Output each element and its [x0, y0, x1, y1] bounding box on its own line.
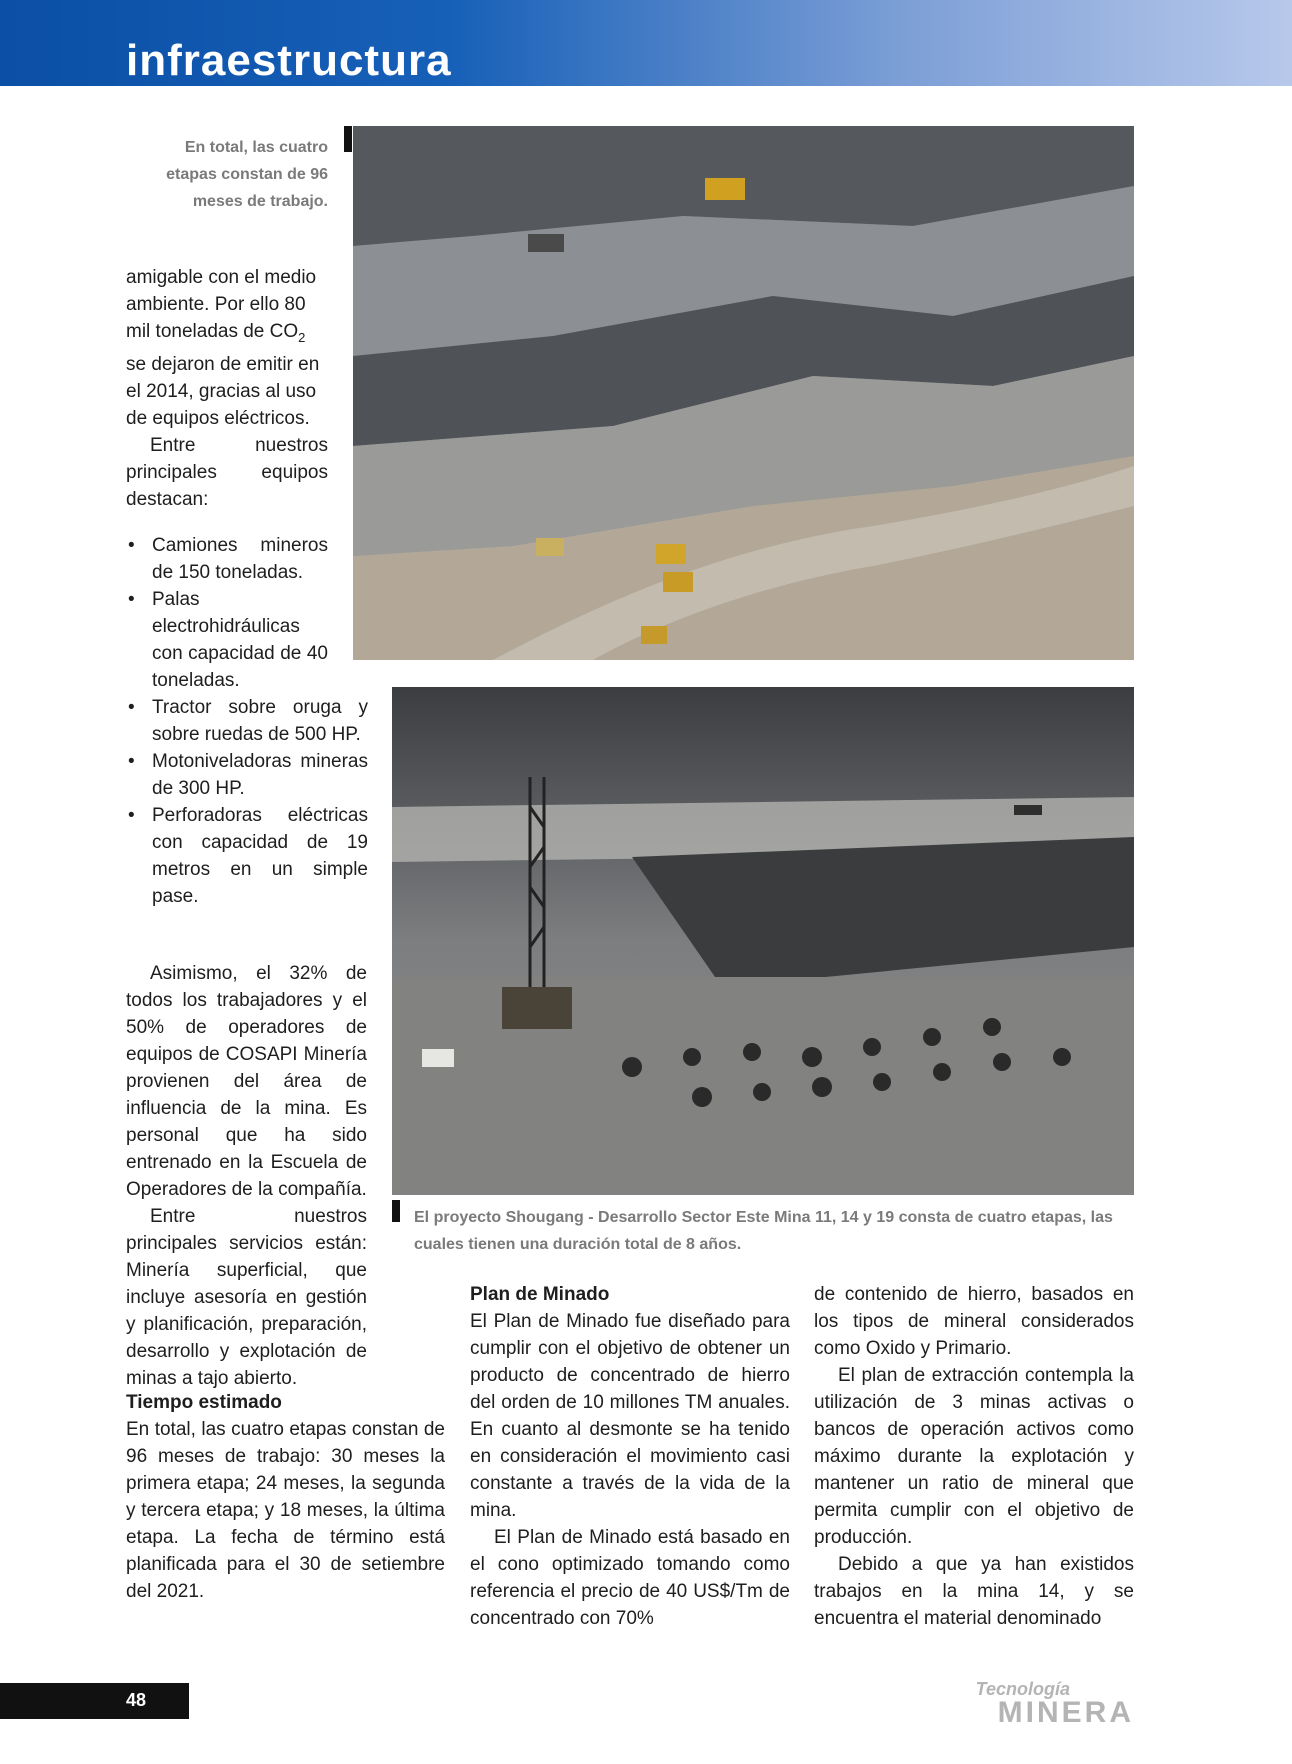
photo-marker	[392, 1200, 400, 1222]
subhead-tiempo-estimado: Tiempo estimado	[126, 1392, 282, 1413]
photo-marker	[344, 126, 352, 152]
logo-top-text: Tecnología	[975, 1679, 1070, 1699]
subscript: 2	[298, 329, 306, 345]
paragraph: de contenido de hierro, basados en los tipos de mineral considerados como Oxido y Primario.	[814, 1284, 1134, 1359]
column-1-lower	[126, 1389, 445, 1605]
photo-caption: El proyecto Shougang - Desarrollo Sector Este Mina 11, 14 y 19 consta de cuatro etapas, las cuales tienen una duración total de 8 años.	[414, 1209, 1113, 1253]
pull-quote-line: En total, las cuatro	[184, 139, 328, 156]
paragraph: Entre nuestros principales equipos destacan:	[126, 434, 328, 510]
pull-quote	[126, 134, 328, 215]
page-number-tab	[0, 1683, 189, 1719]
list-item: • Tractor sobre oruga y sobre ruedas de 500 HP.	[126, 694, 368, 748]
column-2	[470, 1281, 790, 1632]
page-number: 48	[126, 1690, 147, 1710]
paragraph: El plan de extracción contempla la utilización de 3 minas activas o bancos de operación activos como máximo durante la explotación y mantener un ratio de mineral que permita cumplir con el objetivo de producción.	[814, 1365, 1134, 1548]
subhead-plan-de-minado: Plan de Minado	[470, 1284, 610, 1305]
list-item: • Motoniveladoras mineras de 300 HP.	[126, 748, 368, 802]
open-pit-mine-photo	[353, 126, 1134, 660]
paragraph: En total, las cuatro etapas constan de 96 meses de trabajo: 30 meses la primera etapa; 24 meses, la segunda y tercera etapa; y 18 meses, la última etapa. La fecha de término está planificada para el 30 de setiembre del 2021.	[126, 1419, 445, 1602]
paragraph: Asimismo, el 32% de todos los trabajadores y el 50% de operadores de equipos de COSAPI Minería provienen del área de influencia de la mina. Es personal que ha sido entrenado en la Escuela de Operadores de la compañía.	[126, 963, 367, 1200]
paragraph: Entre nuestros principales servicios están: Minería superficial, que incluye asesoría en gestión y planificación, preparación, desarrollo y explotación de minas a tajo abierto.	[126, 1206, 367, 1389]
list-item: • Perforadoras eléctricas con capacidad de 19 metros en un simple pase.	[126, 802, 368, 910]
pull-quote-line: etapas constan de 96	[166, 166, 328, 183]
magazine-logo	[968, 1680, 1134, 1728]
column-3	[814, 1281, 1134, 1632]
paragraph: El Plan de Minado fue diseñado para cumplir con el objetivo de obtener un producto de concentrado de hierro del orden de 10 millones TM anuales. En cuanto al desmonte se ha tenido en consideración el movimiento casi constante a través de la vida de la mina.	[470, 1311, 790, 1521]
equipment-list	[126, 532, 368, 910]
text: amigable con el medio ambiente. Por ello 80 mil toneladas de CO	[126, 267, 317, 342]
logo-bottom-text: MINERA	[997, 1696, 1134, 1729]
paragraph: El Plan de Minado está basado en el cono optimizado tomando como referencia el precio de 40 US$/Tm de concentrado con 70%	[470, 1527, 790, 1629]
pull-quote-line: meses de trabajo.	[192, 193, 328, 210]
text: se dejaron de emitir en el 2014, gracias al uso de equipos eléctricos.	[126, 353, 320, 429]
list-item: • Camiones mineros de 150 toneladas.	[126, 532, 368, 586]
column-1-middle	[126, 960, 367, 1392]
column-1-upper	[126, 264, 328, 513]
paragraph	[126, 264, 328, 432]
paragraph: Debido a que ya han existidos trabajos en la mina 14, y se encuentra el material denominado	[814, 1554, 1134, 1629]
section-title: infraestructura	[126, 36, 452, 85]
list-item: • Palas electrohidráulicas con capacidad de 40 toneladas.	[126, 586, 368, 694]
drilling-rig-photo	[392, 687, 1134, 1195]
